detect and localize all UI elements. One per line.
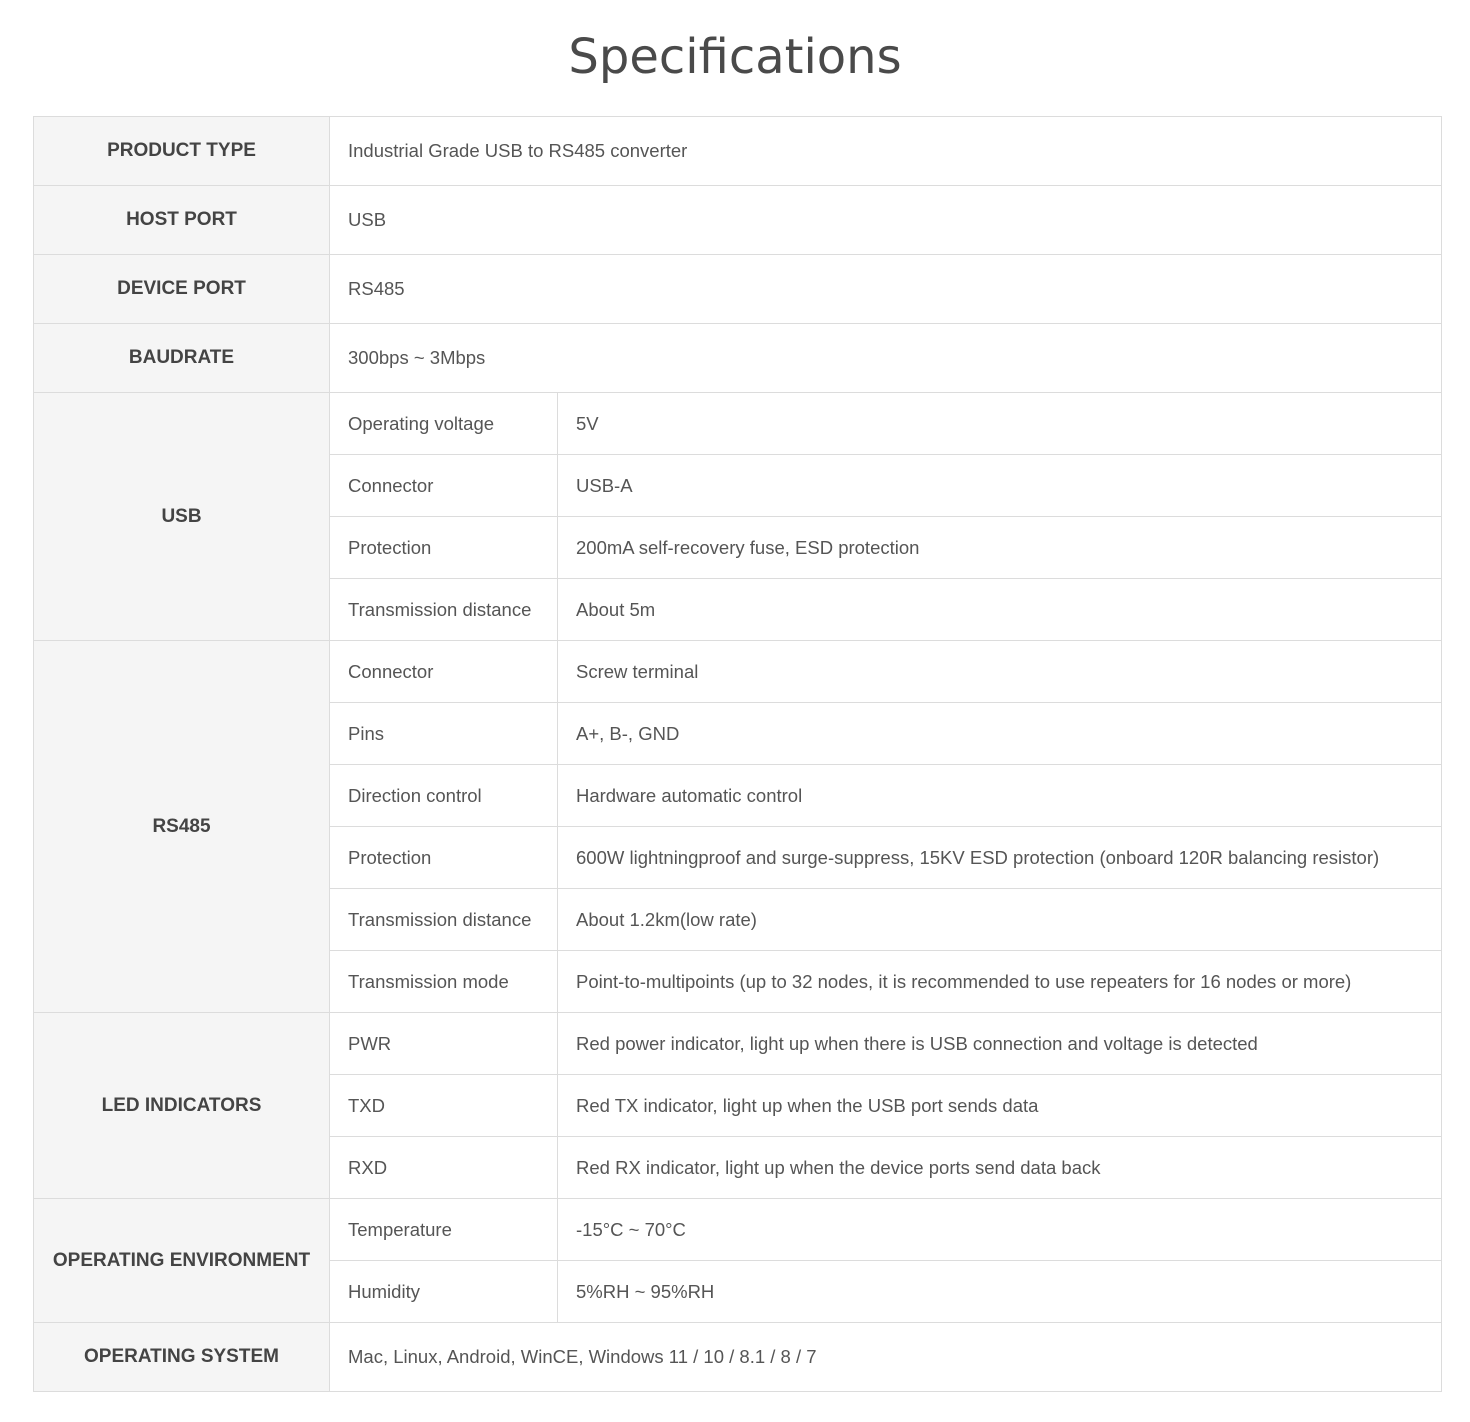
spec-sub-value: 600W lightningproof and surge-suppress, 15KV ESD protection (onboard 120R balancing resistor) — [558, 827, 1442, 889]
spec-sub-name: Humidity — [330, 1261, 558, 1323]
spec-sub-name: Direction control — [330, 765, 558, 827]
spec-sub-value: 5%RH ~ 95%RH — [558, 1261, 1442, 1323]
spec-sub-name: Pins — [330, 703, 558, 765]
spec-sub-name: Operating voltage — [330, 393, 558, 455]
spec-sub-name: Protection — [330, 827, 558, 889]
specifications-table — [33, 116, 1442, 1392]
spec-subrow — [34, 393, 1442, 455]
spec-sub-value: Red power indicator, light up when there is USB connection and voltage is detected — [558, 1013, 1442, 1075]
spec-group-label: OPERATING ENVIRONMENT — [34, 1199, 330, 1323]
spec-sub-value: Hardware automatic control — [558, 765, 1442, 827]
spec-row — [34, 1323, 1442, 1392]
spec-sub-name: PWR — [330, 1013, 558, 1075]
spec-label: BAUDRATE — [34, 324, 330, 393]
page-title: Specifications — [568, 29, 902, 85]
spec-sub-name: Temperature — [330, 1199, 558, 1261]
spec-row — [34, 324, 1442, 393]
spec-sub-name: Protection — [330, 517, 558, 579]
spec-label: HOST PORT — [34, 186, 330, 255]
spec-row — [34, 186, 1442, 255]
spec-subrow — [34, 1199, 1442, 1261]
spec-sub-value: Screw terminal — [558, 641, 1442, 703]
spec-sub-value: Point-to-multipoints (up to 32 nodes, it is recommended to use repeaters for 16 nodes or more) — [558, 951, 1442, 1013]
spec-group-label: RS485 — [34, 641, 330, 1013]
spec-sub-name: Connector — [330, 455, 558, 517]
spec-sub-name: Transmission distance — [330, 889, 558, 951]
spec-value: 300bps ~ 3Mbps — [330, 324, 1442, 393]
spec-sub-name: Connector — [330, 641, 558, 703]
spec-label: PRODUCT TYPE — [34, 117, 330, 186]
spec-subrow — [34, 1013, 1442, 1075]
spec-sub-value: USB-A — [558, 455, 1442, 517]
spec-sub-value: Red TX indicator, light up when the USB port sends data — [558, 1075, 1442, 1137]
spec-label: DEVICE PORT — [34, 255, 330, 324]
spec-value: RS485 — [330, 255, 1442, 324]
spec-sub-value: About 5m — [558, 579, 1442, 641]
spec-value: Industrial Grade USB to RS485 converter — [330, 117, 1442, 186]
spec-subrow — [34, 641, 1442, 703]
spec-value: USB — [330, 186, 1442, 255]
spec-sub-value: -15°C ~ 70°C — [558, 1199, 1442, 1261]
spec-value: Mac, Linux, Android, WinCE, Windows 11 / 10 / 8.1 / 8 / 7 — [330, 1323, 1442, 1392]
spec-sub-value: Red RX indicator, light up when the device ports send data back — [558, 1137, 1442, 1199]
spec-sub-name: TXD — [330, 1075, 558, 1137]
spec-group-label: USB — [34, 393, 330, 641]
spec-sub-value: 200mA self-recovery fuse, ESD protection — [558, 517, 1442, 579]
spec-label: OPERATING SYSTEM — [34, 1323, 330, 1392]
spec-row — [34, 117, 1442, 186]
spec-sub-name: Transmission distance — [330, 579, 558, 641]
spec-sub-name: Transmission mode — [330, 951, 558, 1013]
spec-sub-value: A+, B-, GND — [558, 703, 1442, 765]
spec-row — [34, 255, 1442, 324]
spec-group-label: LED INDICATORS — [34, 1013, 330, 1199]
spec-sub-value: About 1.2km(low rate) — [558, 889, 1442, 951]
spec-sub-name: RXD — [330, 1137, 558, 1199]
spec-sub-value: 5V — [558, 393, 1442, 455]
